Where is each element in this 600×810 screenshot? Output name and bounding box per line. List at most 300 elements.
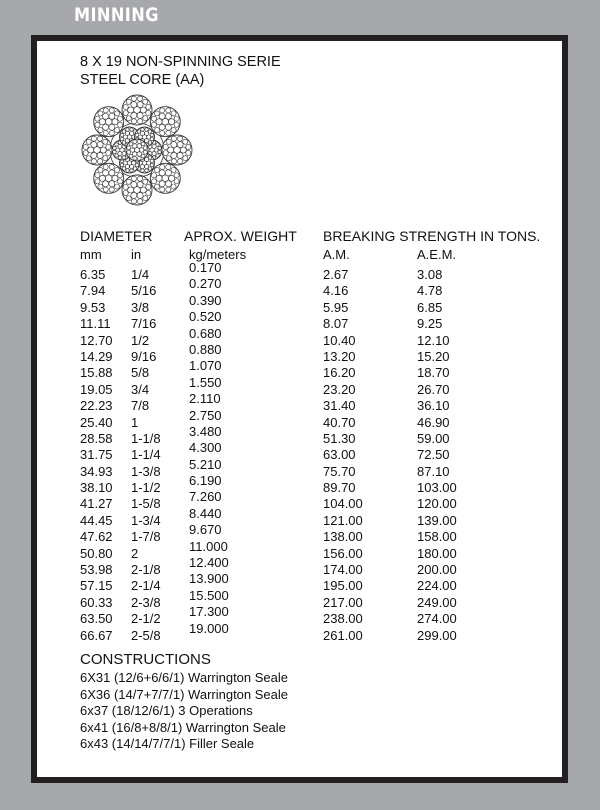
wire xyxy=(131,102,137,108)
am-cell: 217.00 xyxy=(323,594,363,610)
wire xyxy=(127,150,131,154)
wire xyxy=(125,131,129,135)
wire xyxy=(143,150,147,154)
wire xyxy=(166,156,171,161)
wire xyxy=(174,173,179,178)
wire xyxy=(91,142,97,148)
am-cell: 238.00 xyxy=(323,611,363,627)
in-cell: 2-1/4 xyxy=(131,578,161,594)
weight-unit-subheader: kg/meters xyxy=(189,247,247,262)
wire xyxy=(117,173,122,178)
mm-cell: 47.62 xyxy=(80,529,113,545)
wire xyxy=(156,154,159,157)
am-cell: 8.07 xyxy=(323,316,349,332)
construction-item: 6x43 (14/14/7/7/1) Filler Seale xyxy=(80,736,255,751)
wire xyxy=(103,164,108,169)
in-cell: 7/16 xyxy=(131,316,157,332)
wire xyxy=(114,167,119,172)
wire xyxy=(147,135,151,139)
wire xyxy=(109,187,114,192)
weight-cell: 6.190 xyxy=(189,473,222,489)
product-heading-line1: 8 X 19 NON-SPINNING SERIE xyxy=(80,54,281,70)
wire xyxy=(171,136,176,141)
wire xyxy=(97,142,103,148)
wire xyxy=(171,127,176,132)
wire xyxy=(152,144,156,148)
wire xyxy=(140,107,146,113)
aem-cell: 4.78 xyxy=(417,283,443,299)
wire xyxy=(109,113,115,119)
weight-cell: 0.390 xyxy=(189,292,222,308)
am-column xyxy=(323,267,363,644)
wire xyxy=(98,127,103,132)
aem-cell: 46.90 xyxy=(417,414,450,430)
wire xyxy=(98,167,103,172)
in-cell: 1-1/4 xyxy=(131,447,161,463)
aem-cell: 6.85 xyxy=(417,299,443,315)
product-heading-line2: STEEL CORE (AA) xyxy=(80,72,205,88)
mm-cell: 6.35 xyxy=(80,267,106,282)
wire xyxy=(171,159,176,164)
wire xyxy=(97,136,102,141)
wire xyxy=(98,111,103,116)
aem-cell: 3.08 xyxy=(417,267,443,282)
wire xyxy=(160,187,165,192)
wire xyxy=(156,119,162,125)
wire xyxy=(177,142,183,148)
wire xyxy=(183,139,188,144)
am-cell: 4.16 xyxy=(323,283,349,299)
wire xyxy=(99,175,105,181)
wire xyxy=(132,161,136,165)
mm-cell: 50.80 xyxy=(80,545,113,561)
wire xyxy=(147,161,151,165)
weight-cell: 13.900 xyxy=(189,571,229,587)
wire xyxy=(137,112,143,118)
wire xyxy=(152,152,156,156)
wire xyxy=(131,112,137,118)
wire xyxy=(103,187,108,192)
wire xyxy=(130,148,134,152)
wire xyxy=(118,156,121,159)
wire xyxy=(148,156,151,159)
wire xyxy=(109,130,114,135)
wire xyxy=(128,187,134,193)
wire xyxy=(131,192,137,198)
weight-cell: 1.070 xyxy=(189,358,222,374)
wire xyxy=(91,136,96,141)
mm-cell: 66.67 xyxy=(80,627,113,643)
wire xyxy=(103,156,108,161)
weight-cell: 9.670 xyxy=(189,522,222,538)
mm-cell: 28.58 xyxy=(80,430,113,446)
wire xyxy=(145,128,148,131)
aem-cell: 72.50 xyxy=(417,447,450,463)
am-subheader: A.M. xyxy=(323,247,350,262)
mm-column xyxy=(80,267,113,644)
weight-header: APROX. WEIGHT xyxy=(184,228,297,244)
mm-cell: 9.53 xyxy=(80,299,106,315)
wire xyxy=(129,142,133,146)
wire xyxy=(97,152,103,158)
aem-cell: 200.00 xyxy=(417,562,457,578)
wire xyxy=(133,167,136,170)
wire xyxy=(137,182,143,188)
wire xyxy=(174,116,179,121)
am-cell: 31.40 xyxy=(323,398,356,414)
wire xyxy=(148,141,151,144)
wire xyxy=(86,156,91,161)
weight-cell: 3.480 xyxy=(189,423,222,439)
wire xyxy=(126,116,131,121)
wire xyxy=(113,146,116,149)
wire xyxy=(166,139,171,144)
wire xyxy=(158,146,161,149)
wire xyxy=(174,122,179,127)
wire xyxy=(127,146,131,150)
wire xyxy=(131,176,136,181)
wire xyxy=(109,124,115,130)
wire xyxy=(132,144,136,148)
wire xyxy=(117,179,122,184)
mm-cell: 14.29 xyxy=(80,348,113,364)
aem-cell: 249.00 xyxy=(417,594,457,610)
am-cell: 261.00 xyxy=(323,627,363,643)
wire xyxy=(97,159,102,164)
wire xyxy=(122,152,126,156)
wire xyxy=(137,96,142,101)
wire xyxy=(123,190,128,195)
in-cell: 2-3/8 xyxy=(131,594,161,610)
wire xyxy=(130,165,134,169)
wire xyxy=(137,156,141,160)
wire xyxy=(151,179,156,184)
wire xyxy=(146,104,151,109)
wire xyxy=(112,175,118,181)
aem-cell: 180.00 xyxy=(417,545,457,561)
aem-cell: 158.00 xyxy=(417,529,457,545)
weight-cell: 8.440 xyxy=(189,505,222,521)
wire xyxy=(138,135,142,139)
weight-cell: 0.270 xyxy=(189,276,222,292)
wire xyxy=(118,144,122,148)
wire xyxy=(137,192,143,198)
wire xyxy=(169,175,175,181)
wire xyxy=(159,113,165,119)
wire xyxy=(137,144,141,148)
wire xyxy=(95,173,100,178)
mm-cell: 11.11 xyxy=(80,316,111,332)
wire xyxy=(120,163,123,166)
weight-cell: 17.300 xyxy=(189,604,229,620)
wire xyxy=(143,179,148,184)
wire xyxy=(126,169,129,172)
aem-cell: 299.00 xyxy=(417,627,457,643)
wire xyxy=(154,167,159,172)
wire xyxy=(95,116,100,121)
wire xyxy=(166,130,171,135)
am-cell: 104.00 xyxy=(323,496,363,512)
weight-cell: 0.520 xyxy=(189,309,222,325)
am-cell: 10.40 xyxy=(323,332,356,348)
wire xyxy=(118,152,122,156)
wire xyxy=(131,199,136,204)
wire xyxy=(146,190,151,195)
wire xyxy=(122,130,125,133)
aem-cell: 15.20 xyxy=(417,348,450,364)
mm-cell: 31.75 xyxy=(80,447,113,463)
in-cell: 2 xyxy=(131,545,139,561)
wire xyxy=(166,187,171,192)
am-cell: 121.00 xyxy=(323,512,363,528)
in-subheader: in xyxy=(131,247,142,262)
am-cell: 23.20 xyxy=(323,381,356,397)
am-cell: 89.70 xyxy=(323,480,356,496)
wire xyxy=(143,116,148,121)
spec-card xyxy=(31,35,568,783)
wire xyxy=(115,143,118,146)
wire xyxy=(115,154,118,157)
mm-cell: 44.45 xyxy=(80,512,113,528)
wire xyxy=(131,96,136,101)
wire xyxy=(177,152,183,158)
aem-cell: 9.25 xyxy=(417,316,443,332)
wire xyxy=(131,182,137,188)
aem-cell: 12.10 xyxy=(417,332,450,348)
wire xyxy=(99,119,105,125)
in-cell: 5/8 xyxy=(131,365,150,381)
mm-cell: 34.93 xyxy=(80,463,113,479)
in-column xyxy=(131,267,161,644)
wire xyxy=(177,159,182,164)
wire xyxy=(151,116,156,121)
wire xyxy=(146,110,151,115)
wire xyxy=(165,181,171,187)
wire xyxy=(135,133,138,136)
wire xyxy=(165,113,171,119)
aem-cell: 139.00 xyxy=(417,512,457,528)
wire xyxy=(98,184,103,189)
wire xyxy=(141,169,144,172)
wire xyxy=(103,124,109,130)
wire xyxy=(154,148,158,152)
wire xyxy=(122,141,125,144)
in-cell: 2-1/8 xyxy=(131,562,161,578)
wire xyxy=(133,140,137,144)
am-cell: 2.67 xyxy=(323,267,349,282)
wire xyxy=(148,167,151,170)
wire xyxy=(154,184,159,189)
wire xyxy=(151,122,156,127)
mm-cell: 60.33 xyxy=(80,594,113,610)
mm-cell: 57.15 xyxy=(80,578,113,594)
weight-cell: 19.000 xyxy=(189,620,229,636)
mm-cell: 41.27 xyxy=(80,496,113,512)
wire xyxy=(159,124,165,130)
in-cell: 5/16 xyxy=(131,283,157,299)
in-cell: 1-1/2 xyxy=(131,480,161,496)
wire xyxy=(146,184,151,189)
weight-cell: 0.680 xyxy=(189,325,222,341)
wire xyxy=(132,152,136,156)
wire xyxy=(114,184,119,189)
am-cell: 156.00 xyxy=(323,545,363,561)
wire xyxy=(123,104,128,109)
aem-cell: 274.00 xyxy=(417,611,457,627)
wire xyxy=(117,116,122,121)
wire xyxy=(171,152,177,158)
wire xyxy=(166,164,171,169)
am-cell: 63.00 xyxy=(323,447,356,463)
in-cell: 1/2 xyxy=(131,332,150,348)
wire xyxy=(171,111,176,116)
wire xyxy=(168,147,174,153)
construction-item: 6x41 (16/8+8/8/1) Warrington Seale xyxy=(80,719,286,735)
wire xyxy=(158,150,161,153)
wire xyxy=(171,142,177,148)
wire xyxy=(130,131,134,135)
wire xyxy=(137,130,140,133)
wire xyxy=(137,199,142,204)
wire xyxy=(177,136,182,141)
construction-item: 6X31 (12/6+6/6/1) Warrington Seale xyxy=(80,670,289,685)
wire xyxy=(129,154,133,158)
wire xyxy=(137,140,141,144)
wire xyxy=(154,127,159,132)
wire xyxy=(103,108,108,113)
wire xyxy=(128,107,134,113)
aem-subheader: A.E.M. xyxy=(417,247,457,262)
in-cell: 1/4 xyxy=(131,267,150,282)
wire xyxy=(145,169,148,172)
wire xyxy=(135,163,138,166)
wire xyxy=(106,144,111,149)
in-cell: 9/16 xyxy=(131,348,157,364)
wire xyxy=(130,169,133,172)
weight-cell: 5.210 xyxy=(189,456,222,472)
wire xyxy=(123,135,127,139)
am-cell: 138.00 xyxy=(323,529,363,545)
wire xyxy=(141,142,145,146)
mm-cell: 12.70 xyxy=(80,332,113,348)
wire xyxy=(109,181,115,187)
weight-cell: 15.500 xyxy=(189,587,229,603)
mm-cell: 19.05 xyxy=(80,381,113,397)
wire xyxy=(95,122,100,127)
section-title: MINNING xyxy=(74,4,159,26)
wire xyxy=(91,152,97,158)
wire xyxy=(150,133,153,136)
wire xyxy=(86,139,91,144)
wire xyxy=(106,150,111,155)
aem-cell: 87.10 xyxy=(417,463,450,479)
in-cell: 1-1/8 xyxy=(131,430,161,446)
aem-cell: 120.00 xyxy=(417,496,457,512)
wire xyxy=(83,150,88,155)
wire xyxy=(103,170,109,176)
wire xyxy=(109,164,114,169)
diameter-header: DIAMETER xyxy=(80,228,153,244)
wire xyxy=(116,148,120,152)
mm-cell: 15.88 xyxy=(80,365,113,381)
wire xyxy=(186,144,191,149)
wire xyxy=(145,165,149,169)
aem-cell: 18.70 xyxy=(417,365,450,381)
wire xyxy=(143,99,148,104)
wire xyxy=(143,146,147,150)
strength-header: BREAKING STRENGTH IN TONS. xyxy=(323,228,541,244)
aem-cell: 26.70 xyxy=(417,381,450,397)
wire xyxy=(131,119,136,124)
mm-subheader: mm xyxy=(80,247,102,262)
wire xyxy=(91,159,96,164)
in-cell: 1-3/4 xyxy=(131,512,161,528)
aem-cell: 36.10 xyxy=(417,398,450,414)
wire xyxy=(174,179,179,184)
wire xyxy=(103,181,109,187)
constructions-title: CONSTRUCTIONS xyxy=(80,651,211,668)
wire xyxy=(113,150,116,153)
weight-cell: 4.300 xyxy=(189,440,222,456)
wire-rope-cross-section-icon xyxy=(80,93,194,207)
am-cell: 13.20 xyxy=(323,348,356,364)
wire xyxy=(123,110,128,115)
wire xyxy=(160,130,165,135)
wire xyxy=(160,108,165,113)
wire xyxy=(165,124,171,130)
in-cell: 1-3/8 xyxy=(131,463,161,479)
wire xyxy=(109,170,115,176)
constructions-list xyxy=(80,670,288,753)
wire xyxy=(103,113,109,119)
wire xyxy=(140,187,146,193)
wire xyxy=(100,147,106,153)
am-cell: 40.70 xyxy=(323,414,356,430)
wire xyxy=(159,170,165,176)
in-cell: 1 xyxy=(131,414,139,430)
wire xyxy=(150,163,153,166)
wire xyxy=(95,179,100,184)
wire xyxy=(125,165,129,169)
in-cell: 2-1/2 xyxy=(131,611,161,627)
wire xyxy=(88,147,94,153)
mm-cell: 7.94 xyxy=(80,283,106,299)
wire xyxy=(120,133,123,136)
wire xyxy=(166,108,171,113)
wire xyxy=(109,108,114,113)
wire xyxy=(130,128,133,131)
wire xyxy=(114,127,119,132)
in-cell: 1-5/8 xyxy=(131,496,161,512)
wire xyxy=(163,144,168,149)
wire xyxy=(137,152,141,156)
wire xyxy=(163,150,168,155)
wire xyxy=(139,148,143,152)
weight-cell: 1.550 xyxy=(189,374,222,390)
wire xyxy=(165,170,171,176)
wire xyxy=(171,184,176,189)
mm-cell: 63.50 xyxy=(80,611,113,627)
in-cell: 2-5/8 xyxy=(131,627,161,643)
wire xyxy=(141,128,144,131)
wire xyxy=(133,156,137,160)
in-cell: 7/8 xyxy=(131,398,150,414)
wire xyxy=(123,184,128,189)
wire xyxy=(140,131,144,135)
wire xyxy=(159,181,165,187)
wire xyxy=(145,131,149,135)
wire xyxy=(171,167,176,172)
